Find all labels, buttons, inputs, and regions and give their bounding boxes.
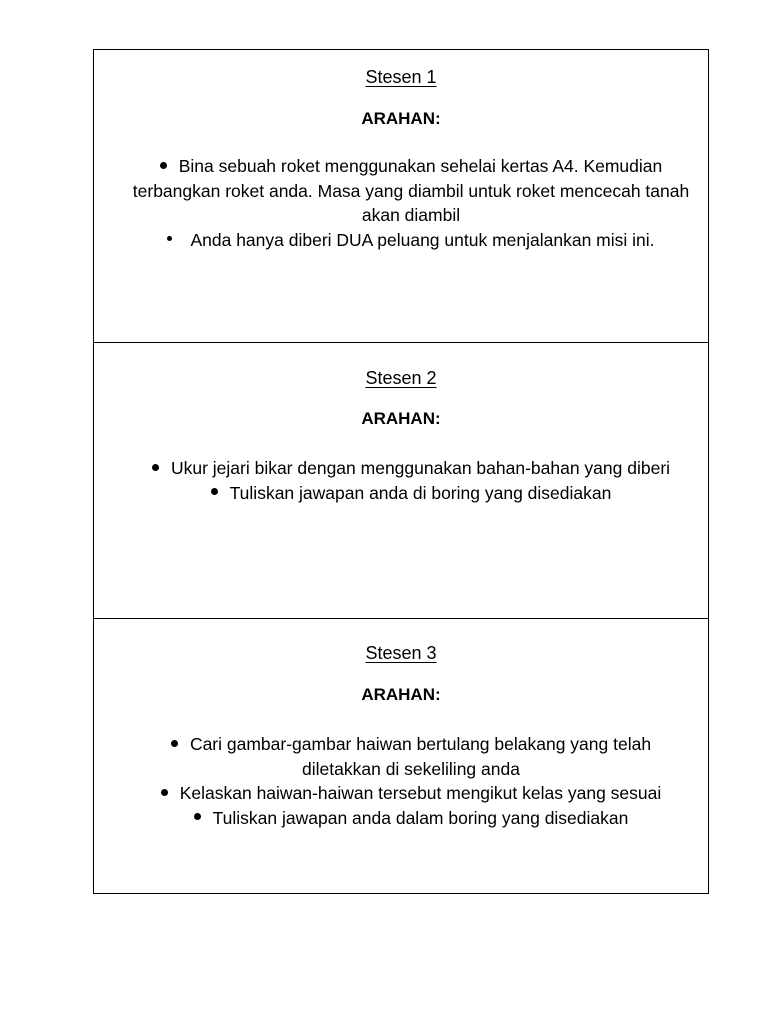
station-1-title: Stesen 1 [365,67,437,87]
bullet-icon [160,162,167,169]
bullet-icon [211,488,218,495]
list-item: Bina sebuah roket menggunakan sehelai kertas A4. Kemudian terbangkan roket anda. Masa yang diambil untuk roket mencecah tanah akan diambil [132,156,690,225]
bullet-icon [161,789,168,796]
station-table [93,49,709,894]
station-1-instructions [124,154,698,252]
bullet-icon [171,740,178,747]
station-3-instructions [124,732,698,830]
station-3-cell [94,618,708,893]
station-2-title: Stesen 2 [365,368,437,388]
station-1-heading: ARAHAN: [361,109,441,128]
station-2-heading: ARAHAN: [361,409,441,428]
station-1-cell [94,50,708,342]
list-item: Tuliskan jawapan anda di boring yang disediakan [124,481,698,506]
station-3-heading: ARAHAN: [361,685,441,704]
station-2-instructions [124,456,698,505]
list-item: Tuliskan jawapan anda dalam boring yang disediakan [124,806,698,831]
bullet-icon [167,236,172,241]
station-2-cell [94,342,708,618]
bullet-icon [194,813,201,820]
list-item: Ukur jejari bikar dengan menggunakan bahan-bahan yang diberi [124,456,698,481]
bullet-icon [152,464,159,471]
list-item: Cari gambar-gambar haiwan bertulang belakang yang telah diletakkan di sekeliling anda [124,732,698,781]
list-item: Anda hanya diberi DUA peluang untuk menjalankan misi ini. [124,228,698,253]
list-item: Kelaskan haiwan-haiwan tersebut mengikut kelas yang sesuai [124,781,698,806]
station-3-title: Stesen 3 [365,643,437,663]
